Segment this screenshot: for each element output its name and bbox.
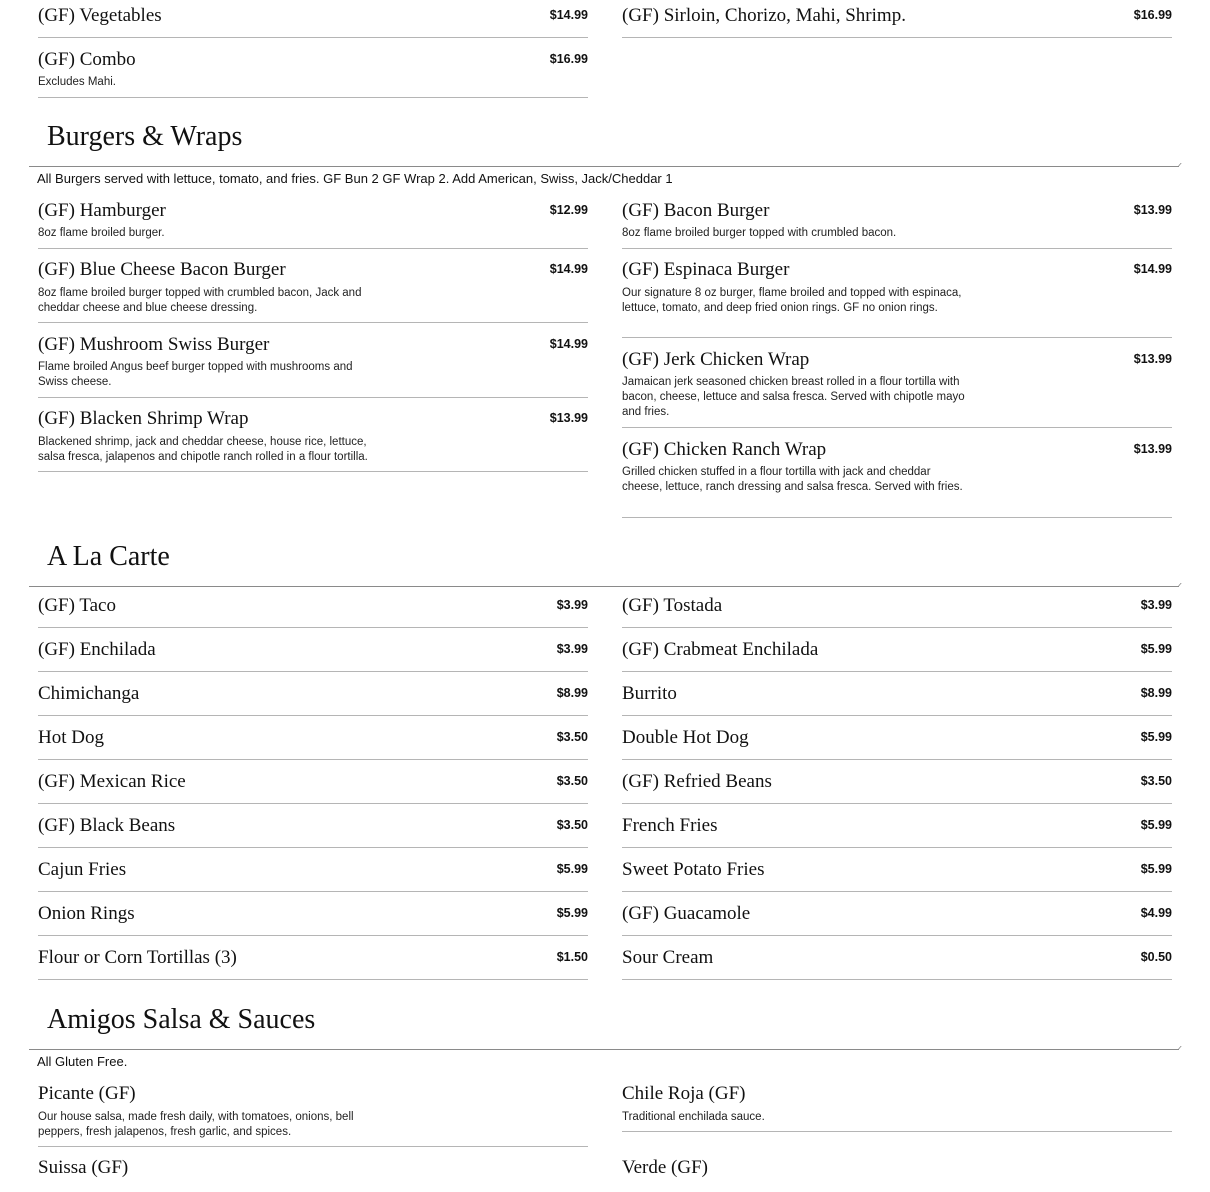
item-description: 8oz flame broiled burger. <box>38 227 165 239</box>
item-description: Blackened shrimp, jack and cheddar cheese, house rice, lettuce, salsa fresca, jalapenos and chipotle ranch rolled in a flour tortilla. <box>38 436 368 463</box>
item-name: Picante (GF) <box>38 1083 136 1104</box>
menu-item <box>622 942 1172 980</box>
item-price: $5.99 <box>1140 862 1172 876</box>
menu-item <box>38 854 588 892</box>
item-name: Onion Rings <box>38 903 135 924</box>
menu-item <box>38 403 588 472</box>
item-name: (GF) Bacon Burger <box>622 200 770 221</box>
menu-item <box>38 1078 588 1147</box>
item-name: (GF) Blue Cheese Bacon Burger <box>38 259 286 280</box>
menu-item <box>622 634 1172 672</box>
item-description: 8oz flame broiled burger topped with crumbled bacon, Jack and cheddar cheese and blue cheese dressing. <box>38 287 362 314</box>
menu-item <box>622 810 1172 848</box>
menu-item <box>622 590 1172 628</box>
item-name: Cajun Fries <box>38 859 127 880</box>
item-description: Our house salsa, made fresh daily, with tomatoes, onions, bell peppers, fresh jalapenos, fresh garlic, and spices. <box>38 1111 354 1138</box>
item-name: Burrito <box>622 683 677 704</box>
item-name: Double Hot Dog <box>622 727 749 748</box>
item-name: (GF) Taco <box>38 595 116 616</box>
item-price: $1.50 <box>556 950 588 964</box>
item-price: $14.99 <box>549 8 588 22</box>
item-description: Jamaican jerk seasoned chicken breast rolled in a flour tortilla with bacon, cheese, lettuce and salsa fresca. Served with chipotle mayo and fries. <box>622 376 965 418</box>
menu-item <box>622 434 1172 518</box>
item-name: Sweet Potato Fries <box>622 859 765 880</box>
item-price: $3.50 <box>556 774 588 788</box>
item-name: (GF) Enchilada <box>38 639 156 660</box>
item-price: $4.99 <box>1140 906 1172 920</box>
item-name: Chile Roja (GF) <box>622 1083 746 1104</box>
item-price: $13.99 <box>1133 352 1172 366</box>
item-price: $8.99 <box>556 686 588 700</box>
item-description: Grilled chicken stuffed in a flour tortilla with jack and cheddar cheese, lettuce, ranch dressing and salsa fresca. Served with fries. <box>622 466 963 493</box>
item-price: $0.50 <box>1140 950 1172 964</box>
item-price: $3.99 <box>556 598 588 612</box>
item-name: French Fries <box>622 815 718 836</box>
item-name: (GF) Chicken Ranch Wrap <box>622 439 827 460</box>
item-name: (GF) Vegetables <box>38 5 162 26</box>
item-price: $5.99 <box>1140 818 1172 832</box>
section-divider <box>29 166 1179 167</box>
item-price: $5.99 <box>556 906 588 920</box>
item-name: (GF) Espinaca Burger <box>622 259 790 280</box>
item-price: $14.99 <box>1133 262 1172 276</box>
section-divider <box>29 1049 1179 1050</box>
item-name: (GF) Combo <box>38 49 136 70</box>
item-name: (GF) Blacken Shrimp Wrap <box>38 408 249 429</box>
item-price: $14.99 <box>549 262 588 276</box>
section-title-alacarte: A La Carte <box>47 541 170 572</box>
item-name: Sour Cream <box>622 947 714 968</box>
item-name: Hot Dog <box>38 727 104 748</box>
menu-item <box>622 0 1172 38</box>
menu-item <box>38 942 588 980</box>
item-price: $5.99 <box>1140 730 1172 744</box>
item-price: $12.99 <box>549 203 588 217</box>
menu-item <box>38 1152 588 1192</box>
menu-item <box>38 766 588 804</box>
menu-item <box>38 722 588 760</box>
item-price: $3.50 <box>556 730 588 744</box>
menu-item <box>38 810 588 848</box>
item-name: (GF) Guacamole <box>622 903 751 924</box>
item-price: $5.99 <box>556 862 588 876</box>
menu-item <box>622 722 1172 760</box>
section-title-salsa: Amigos Salsa & Sauces <box>47 1004 316 1035</box>
item-name: Flour or Corn Tortillas (3) <box>38 947 237 968</box>
item-description: Excludes Mahi. <box>38 76 116 88</box>
section-divider <box>29 586 1179 587</box>
item-price: $3.99 <box>1140 598 1172 612</box>
menu-item <box>38 44 588 98</box>
item-name: Chimichanga <box>38 683 140 704</box>
item-price: $13.99 <box>1133 203 1172 217</box>
menu-item <box>38 634 588 672</box>
item-price: $5.99 <box>1140 642 1172 656</box>
item-price: $3.50 <box>1140 774 1172 788</box>
menu-item <box>622 898 1172 936</box>
menu-item <box>38 590 588 628</box>
menu-item <box>38 898 588 936</box>
item-name: (GF) Jerk Chicken Wrap <box>622 349 810 370</box>
item-name: (GF) Refried Beans <box>622 771 772 792</box>
item-description: Flame broiled Angus beef burger topped with mushrooms and Swiss cheese. <box>38 361 353 388</box>
section-note-burgers: All Burgers served with lettuce, tomato, and fries. GF Bun 2 GF Wrap 2. Add American, Swiss, Jack/Cheddar 1 <box>37 171 673 186</box>
menu-item <box>38 329 588 398</box>
item-description: Our signature 8 oz burger, flame broiled and topped with espinaca, lettuce, tomato, and deep fried onion rings. GF no onion rings. <box>622 287 962 314</box>
item-price: $8.99 <box>1140 686 1172 700</box>
item-name: (GF) Hamburger <box>38 200 166 221</box>
menu-item <box>622 195 1172 249</box>
menu-item <box>38 254 588 323</box>
menu-item <box>38 678 588 716</box>
item-price: $3.50 <box>556 818 588 832</box>
section-note-salsa: All Gluten Free. <box>37 1054 128 1069</box>
menu-item <box>38 195 588 249</box>
menu-item <box>622 678 1172 716</box>
menu-item <box>622 254 1172 338</box>
item-name: (GF) Black Beans <box>38 815 176 836</box>
item-name: Verde (GF) <box>622 1157 709 1178</box>
item-name: (GF) Mushroom Swiss Burger <box>38 334 270 355</box>
menu-item <box>38 0 588 38</box>
item-price: $13.99 <box>1133 442 1172 456</box>
item-description: 8oz flame broiled burger topped with crumbled bacon. <box>622 227 897 239</box>
item-name: Suissa (GF) <box>38 1157 129 1178</box>
menu-item <box>622 344 1172 428</box>
menu-item <box>622 1078 1172 1132</box>
item-name: (GF) Tostada <box>622 595 723 616</box>
item-price: $16.99 <box>549 52 588 66</box>
section-title-burgers: Burgers & Wraps <box>47 121 243 152</box>
item-name: (GF) Mexican Rice <box>38 771 186 792</box>
item-name: (GF) Sirloin, Chorizo, Mahi, Shrimp. <box>622 5 906 26</box>
menu-item <box>622 766 1172 804</box>
item-price: $3.99 <box>556 642 588 656</box>
item-price: $14.99 <box>549 337 588 351</box>
menu-item <box>622 1152 1172 1192</box>
item-price: $13.99 <box>549 411 588 425</box>
item-name: (GF) Crabmeat Enchilada <box>622 639 819 660</box>
menu-item <box>622 854 1172 892</box>
item-description: Traditional enchilada sauce. <box>622 1111 765 1123</box>
item-price: $16.99 <box>1133 8 1172 22</box>
